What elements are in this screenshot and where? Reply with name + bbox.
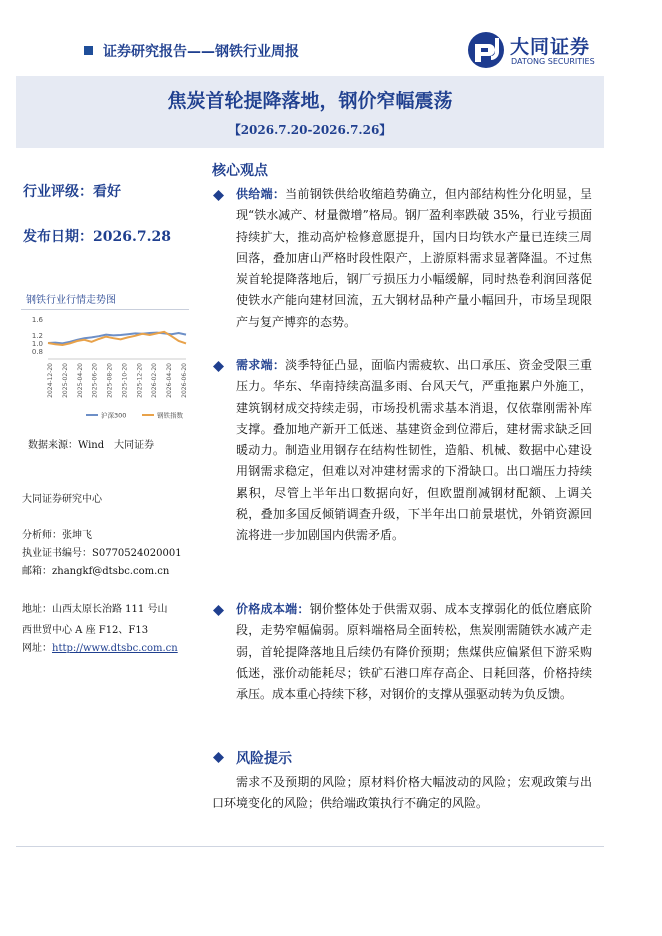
header-square-icon [84,46,93,55]
section-supply-label: 供给端： [236,187,286,201]
website-row [22,639,178,654]
website-link[interactable]: http://www.dtsbc.com.cn [52,643,178,654]
y-tick-label: 0.8 [31,348,43,356]
legend-label: 沪深300 [101,411,127,420]
section-demand [236,355,592,547]
datong-logo-icon [466,30,506,70]
risk-title: 风险提示 [236,751,292,767]
x-tick-label: 2025-02-20 [61,363,69,398]
market-trend-chart [16,285,194,445]
risk-text: 需求不及预期的风险；原材料价格大幅波动的风险；宏观政策与出口环境变化的风险；供给端政策执行不确定的风险。 [212,775,592,811]
chart-svg [16,311,194,451]
footer-divider [16,846,604,847]
x-tick-label: 2025-04-20 [76,363,84,398]
section-price-cost [236,599,592,705]
certificate-number: 执业证书编号：S0770524020001 [22,548,182,559]
diamond-bullet-icon [213,752,224,763]
logo-text-en: DATONG SECURITIES [511,57,595,66]
industry-rating: 行业评级：看好 [23,184,121,200]
y-tick-label: 1.2 [31,332,43,340]
section-supply-text: 当前钢铁供给收缩趋势确立，但内部结构性分化明显，呈现“铁水减产、材量微增”格局。钢厂盈利率跌破 35%，行业亏损面持续扩大，推动高炉检修意愿提升，国内日均铁水产量已连续三周回落，叠加唐山严格时段性限产，上游原料需求显著降温。不过焦炭首轮提降落地后，钢厂亏损压力小幅缓解，同时热卷利润回落促使铁水产能向建材回流，五大钢材品种产量小幅回升，市场呈现限产与复产博弈的态势。 [236,187,592,329]
address-line-2: 西世贸中心 A 座 F12、F13 [22,625,149,636]
data-source: 数据来源：Wind 大同证券 [28,440,155,451]
x-tick-label: 2025-12-20 [136,363,144,398]
section-demand-label: 需求端： [236,358,286,372]
publish-date: 发布日期：2026.7.28 [23,229,171,245]
company-logo [466,30,616,72]
chart-title-divider [21,309,189,310]
chart-title: 钢铁行业行情走势图 [26,295,116,306]
legend-label: 钢铁指数 [157,411,183,420]
website-label: 网址： [22,643,52,654]
x-tick-label: 2026-06-20 [181,363,188,398]
research-institute: 大同证券研究中心 [22,494,102,505]
y-tick-label: 1.0 [31,340,43,348]
logo-text-cn: 大同证券 [510,36,591,58]
report-series-label: 证券研究报告——钢铁行业周报 [103,44,299,60]
section-price-cost-text: 钢价整体处于供需双弱、成本支撑弱化的低位磨底阶段，走势窄幅偏弱。原料端格局全面转松，焦炭刚需随铁水减产走弱，首轮提降落地且后续仍有降价预期；焦煤供应偏紧但下游采购低迷，涨价动能耗尽；铁矿石港口库存高企、日耗回落，价格持续承压。成本重心持续下移，对钢价的支撑从强驱动转为负反馈。 [236,602,592,702]
report-title: 焦炭首轮提降落地，钢价窄幅震荡 [167,90,453,112]
analyst-name: 分析师：张坤飞 [22,530,92,541]
x-tick-label: 2025-10-20 [121,363,129,398]
x-tick-label: 2025-08-20 [106,363,114,398]
x-tick-label: 2026-02-20 [151,363,159,398]
report-period: 【2026.7.20-2026.7.26】 [228,123,392,137]
address-line-1: 地址：山西太原长治路 111 号山 [22,604,168,615]
diamond-bullet-icon [213,605,224,616]
x-tick-label: 2025-06-20 [91,363,99,398]
diamond-bullet-icon [213,190,224,201]
analyst-email: 邮箱：zhangkf@dtsbc.com.cn [22,566,170,577]
section-supply [236,184,592,333]
diamond-bullet-icon [213,361,224,372]
section-price-cost-label: 价格成本端： [236,602,310,616]
x-tick-label: 2026-04-20 [166,363,174,398]
y-tick-label: 1.6 [31,316,43,324]
x-tick-label: 2024-12-20 [47,363,54,398]
section-demand-text: 淡季特征凸显，面临内需疲软、出口承压、资金受限三重压力。华东、华南持续高温多雨、台风天气，严重拖累户外施工，建筑钢材成交持续走弱，市场投机需求基本消退，仅依靠刚需补库支撑。叠加地产新开工低迷、基建资金到位滞后，建材需求缺乏回暖动力。制造业用钢存在结构性韧性，造船、机械、数据中心建设用钢需求稳定，但难以对冲建材需求的下滑缺口。出口端压力持续累积，尽管上半年出口数据向好，但欧盟削减钢材配额、上调关税，叠加多国反倾销调查升级，下半年出口前景堪忧，外销资源回流将进一步加剧国内供需矛盾。 [236,358,592,543]
core-views-title: 核心观点 [212,163,268,179]
